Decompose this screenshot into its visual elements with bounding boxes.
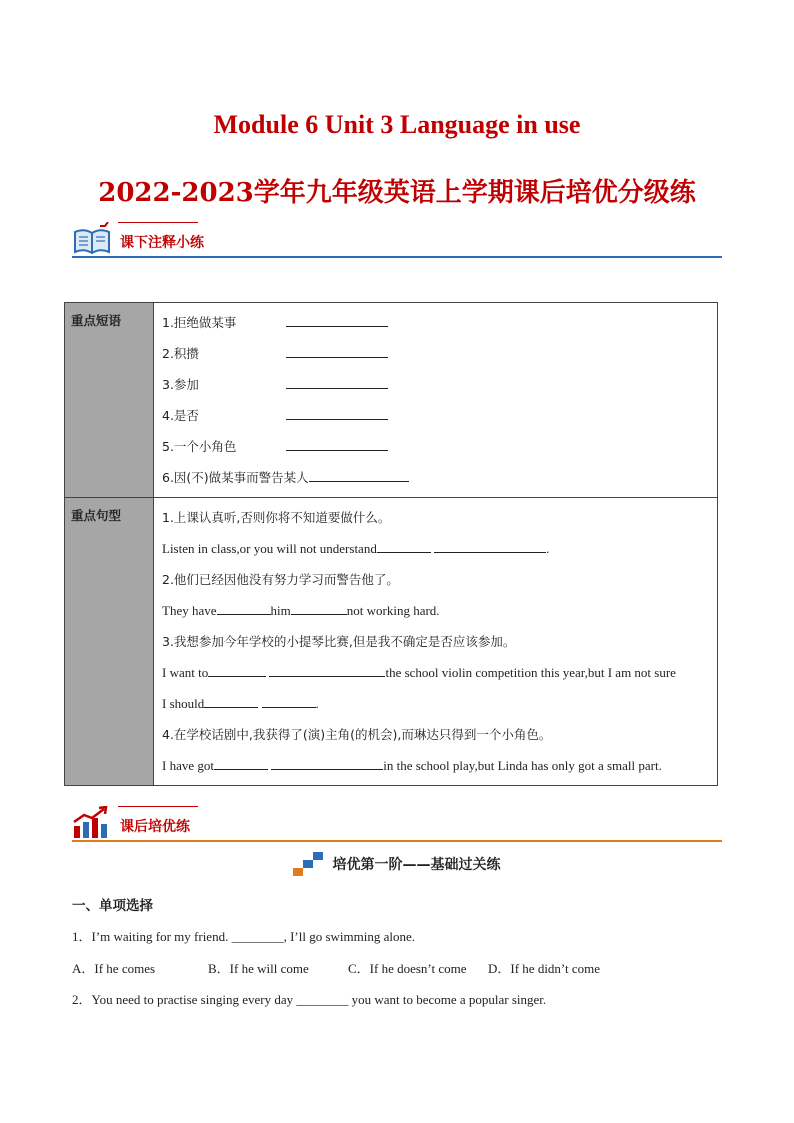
option-c: C．If he doesn’t come — [348, 961, 467, 976]
sentence-english: I want to the school violin competition this year,but I am not sure — [162, 657, 711, 688]
document-title-english: Module 6 Unit 3 Language in use — [213, 110, 581, 139]
sentence-english: Listen in class,or you will not understand . — [162, 533, 711, 564]
section-header-notes — [72, 222, 722, 258]
growth-chart-icon — [72, 806, 112, 840]
section-header-practice — [72, 806, 722, 842]
sentences-row — [65, 498, 718, 786]
phrase-item: 1.拒绝做某事 — [162, 307, 711, 338]
sentence-chinese: 3.我想参加今年学校的小提琴比赛,但是我不确定是否应该参加。 — [162, 634, 516, 649]
phrases-header: 重点短语 — [65, 303, 154, 498]
section-accent-line — [118, 806, 198, 807]
phrase-item: 4.是否 — [162, 400, 711, 431]
open-book-icon — [72, 222, 112, 256]
sentence-english: I should . — [162, 688, 711, 719]
option-a: A．If he comes — [72, 961, 156, 976]
sentence-english: They have him not working hard. — [162, 595, 711, 626]
sentences-cell — [154, 498, 718, 786]
part-heading: 一、单项选择 — [72, 898, 153, 914]
key-points-table — [64, 302, 718, 786]
stage-heading — [0, 852, 794, 876]
question-1-options — [72, 958, 600, 977]
section-divider — [72, 840, 722, 842]
stage-title: 培优第一阶——基础过关练 — [332, 857, 501, 873]
phrase-item: 3.参加 — [162, 369, 711, 400]
option-b: B．If he will come — [208, 961, 309, 976]
sentence-chinese: 1.上课认真听,否则你将不知道要做什么。 — [162, 510, 391, 525]
phrase-item: 6.因(不)做某事而警告某人 — [162, 462, 711, 493]
document-title-chinese: 2022-2023学年九年级英语上学期课后培优分级练 — [98, 178, 696, 208]
steps-icon — [293, 852, 323, 876]
section-divider — [72, 256, 722, 258]
phrases-row — [65, 303, 718, 498]
section-label-practice: 课后培优练 — [120, 819, 190, 835]
sentence-chinese: 4.在学校话剧中,我获得了(演)主角(的机会),而琳达只得到一个小角色。 — [162, 727, 552, 742]
question-2: 2．You need to practise singing every day ________ you want to become a popular singer. — [72, 992, 547, 1007]
question-1: 1．I’m waiting for my friend. ________, I’ll go swimming alone. — [72, 929, 416, 944]
phrases-cell — [154, 303, 718, 498]
sentence-chinese: 2.他们已经因他没有努力学习而警告他了。 — [162, 572, 399, 587]
phrase-item: 2.积攒 — [162, 338, 711, 369]
sentence-english: I have got in the school play,but Linda has only got a small part. — [162, 750, 711, 781]
section-label-notes: 课下注释小练 — [120, 235, 204, 251]
sentences-header: 重点句型 — [65, 498, 154, 786]
option-d: D．If he didn’t come — [488, 961, 601, 976]
phrase-item: 5.一个小角色 — [162, 431, 711, 462]
section-accent-line — [118, 222, 198, 223]
